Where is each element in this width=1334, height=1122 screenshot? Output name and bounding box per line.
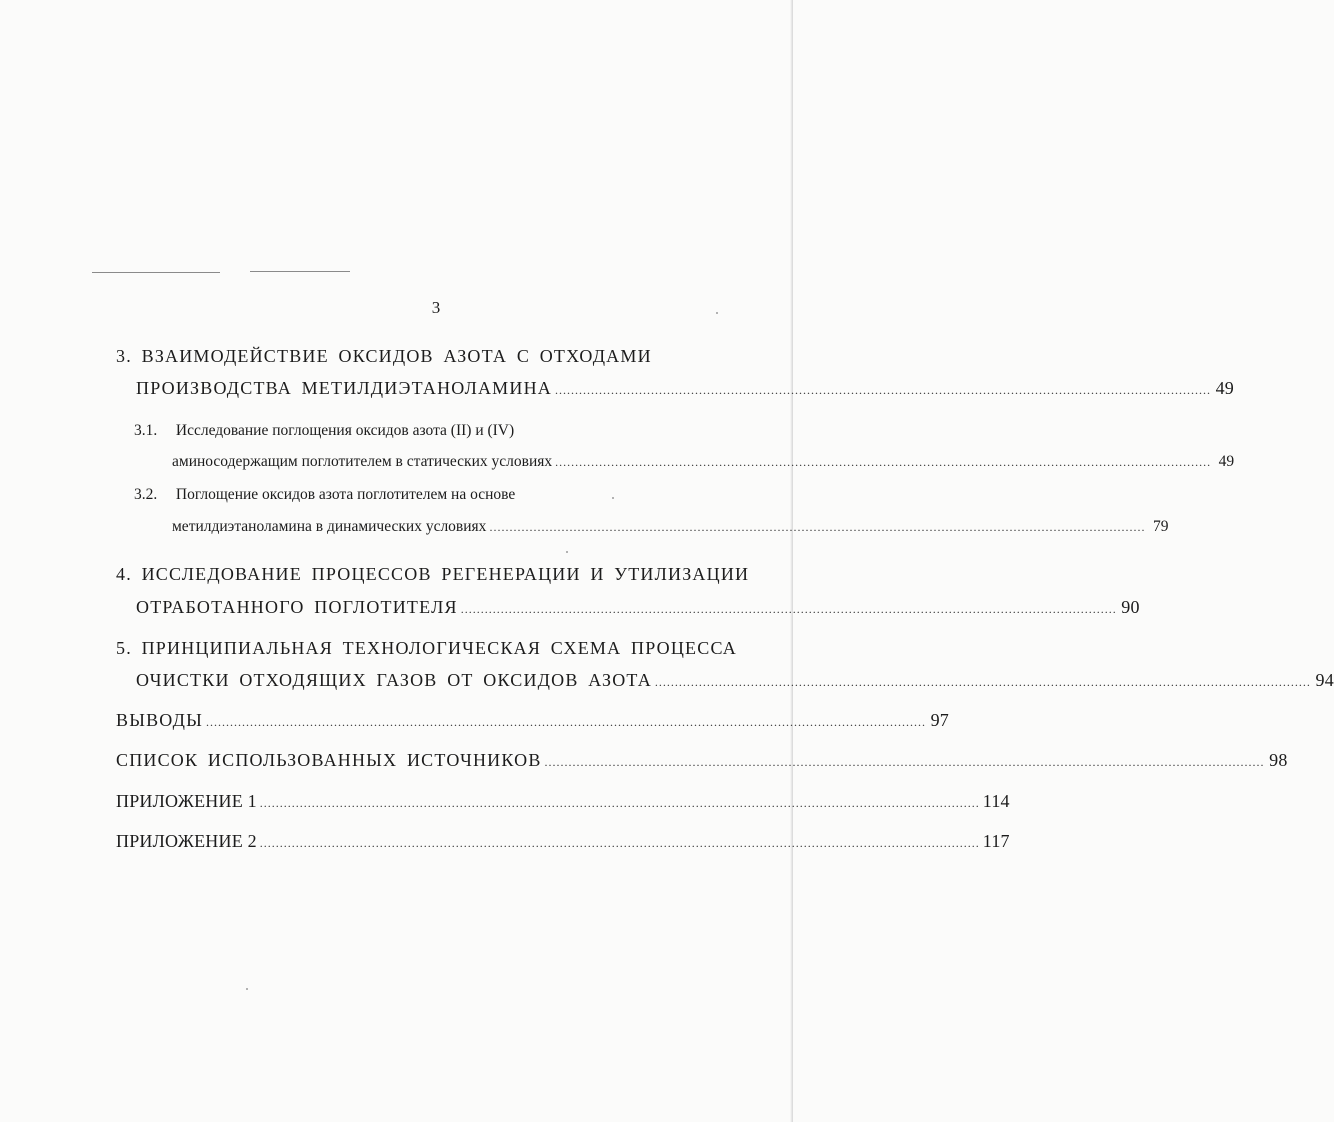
scan-speck: [246, 988, 248, 990]
toc-section-number: 5.: [116, 638, 132, 658]
scan-artifact-line: [92, 272, 220, 273]
toc-leader-dots: ....................................................................................................................................................................................: [544, 755, 1265, 769]
toc-page-number: 114: [982, 791, 1010, 811]
toc-entry-3-line1[interactable]: [116, 345, 726, 367]
toc-title: Исследование поглощения оксидов азота (II) и (IV): [175, 422, 515, 439]
toc-title: ПРИНЦИПИАЛЬНАЯ ТЕХНОЛОГИЧЕСКАЯ СХЕМА ПРОЦЕССА: [141, 638, 737, 658]
toc-section-number: 3.1.: [134, 422, 158, 439]
toc-leader-dots: ....................................................................................................................................................................................: [259, 796, 980, 810]
toc-page-number: 98: [1269, 750, 1288, 770]
toc-entry-appendix-2[interactable]: [116, 830, 1010, 854]
toc-leader-dots: ....................................................................................................................................................................: [554, 383, 1211, 397]
toc-entry-3-2-line1[interactable]: [134, 484, 734, 506]
toc-leader-dots: ....................................................................................................................................................................: [555, 455, 1212, 469]
scan-speck: [716, 312, 718, 314]
toc-page-number: 49: [1218, 453, 1235, 470]
toc-entry-appendix-1[interactable]: [116, 790, 1010, 814]
toc-title: ОТРАБОТАННОГО ПОГЛОТИТЕЛЯ: [136, 597, 458, 617]
toc-page-number: 79: [1152, 518, 1169, 535]
toc-page-number: 97: [930, 710, 949, 730]
scan-edge-shadow: [790, 0, 793, 1122]
toc-leader-dots: ....................................................................................................................................................................................: [259, 836, 980, 850]
toc-page-number: 49: [1215, 378, 1234, 398]
toc-entry-references[interactable]: [116, 749, 1288, 773]
toc-entry-5-line1[interactable]: [116, 637, 736, 659]
toc-title: ВЗАИМОДЕЙСТВИЕ ОКСИДОВ АЗОТА С ОТХОДАМИ: [141, 346, 652, 366]
toc-leader-dots: ....................................................................................................................................................................: [489, 520, 1146, 534]
toc-title: ПРОИЗВОДСТВА МЕТИЛДИЭТАНОЛАМИНА: [136, 378, 552, 398]
toc-page-number: 94: [1315, 670, 1334, 690]
toc-title: ПРИЛОЖЕНИЕ 1: [116, 791, 257, 811]
toc-title: ОЧИСТКИ ОТХОДЯЩИХ ГАЗОВ ОТ ОКСИДОВ АЗОТА: [136, 670, 652, 690]
toc-leader-dots: ....................................................................................................................................................................: [654, 675, 1311, 689]
toc-title: ПРИЛОЖЕНИЕ 2: [116, 831, 257, 851]
toc-leader-dots: ....................................................................................................................................................................................: [206, 715, 926, 729]
scan-speck: [566, 551, 568, 553]
toc-section-number: 3.: [116, 346, 132, 366]
toc-entry-5-line2[interactable]: [136, 669, 1334, 693]
scan-artifact-line: [250, 271, 350, 272]
toc-title: СПИСОК ИСПОЛЬЗОВАННЫХ ИСТОЧНИКОВ: [116, 750, 542, 770]
toc-entry-4-line2[interactable]: [136, 596, 1140, 620]
toc-entry-4-line1[interactable]: [116, 563, 750, 585]
toc-title: Поглощение оксидов азота поглотителем на основе: [175, 486, 516, 503]
toc-entry-3-1-line1[interactable]: [134, 420, 734, 442]
toc-title: ВЫВОДЫ: [116, 710, 203, 730]
toc-entry-conclusions[interactable]: [116, 709, 949, 733]
toc-section-number: 3.2.: [134, 486, 158, 503]
page-number: 3: [431, 298, 441, 317]
toc-title: метилдиэтаноламина в динамических условиях: [172, 518, 487, 535]
toc-page-number: 90: [1121, 597, 1140, 617]
toc-entry-3-1-line2[interactable]: [172, 451, 1235, 473]
toc-entry-3-2-line2[interactable]: [172, 516, 1169, 538]
toc-title: аминосодержащим поглотителем в статических условиях: [172, 453, 553, 470]
toc-leader-dots: ....................................................................................................................................................................: [460, 602, 1117, 616]
toc-section-number: 4.: [116, 564, 132, 584]
toc-entry-3-line2[interactable]: [136, 377, 1234, 401]
toc-page-number: 117: [982, 831, 1010, 851]
toc-title: ИССЛЕДОВАНИЕ ПРОЦЕССОВ РЕГЕНЕРАЦИИ И УТИЛИЗАЦИИ: [141, 564, 750, 584]
